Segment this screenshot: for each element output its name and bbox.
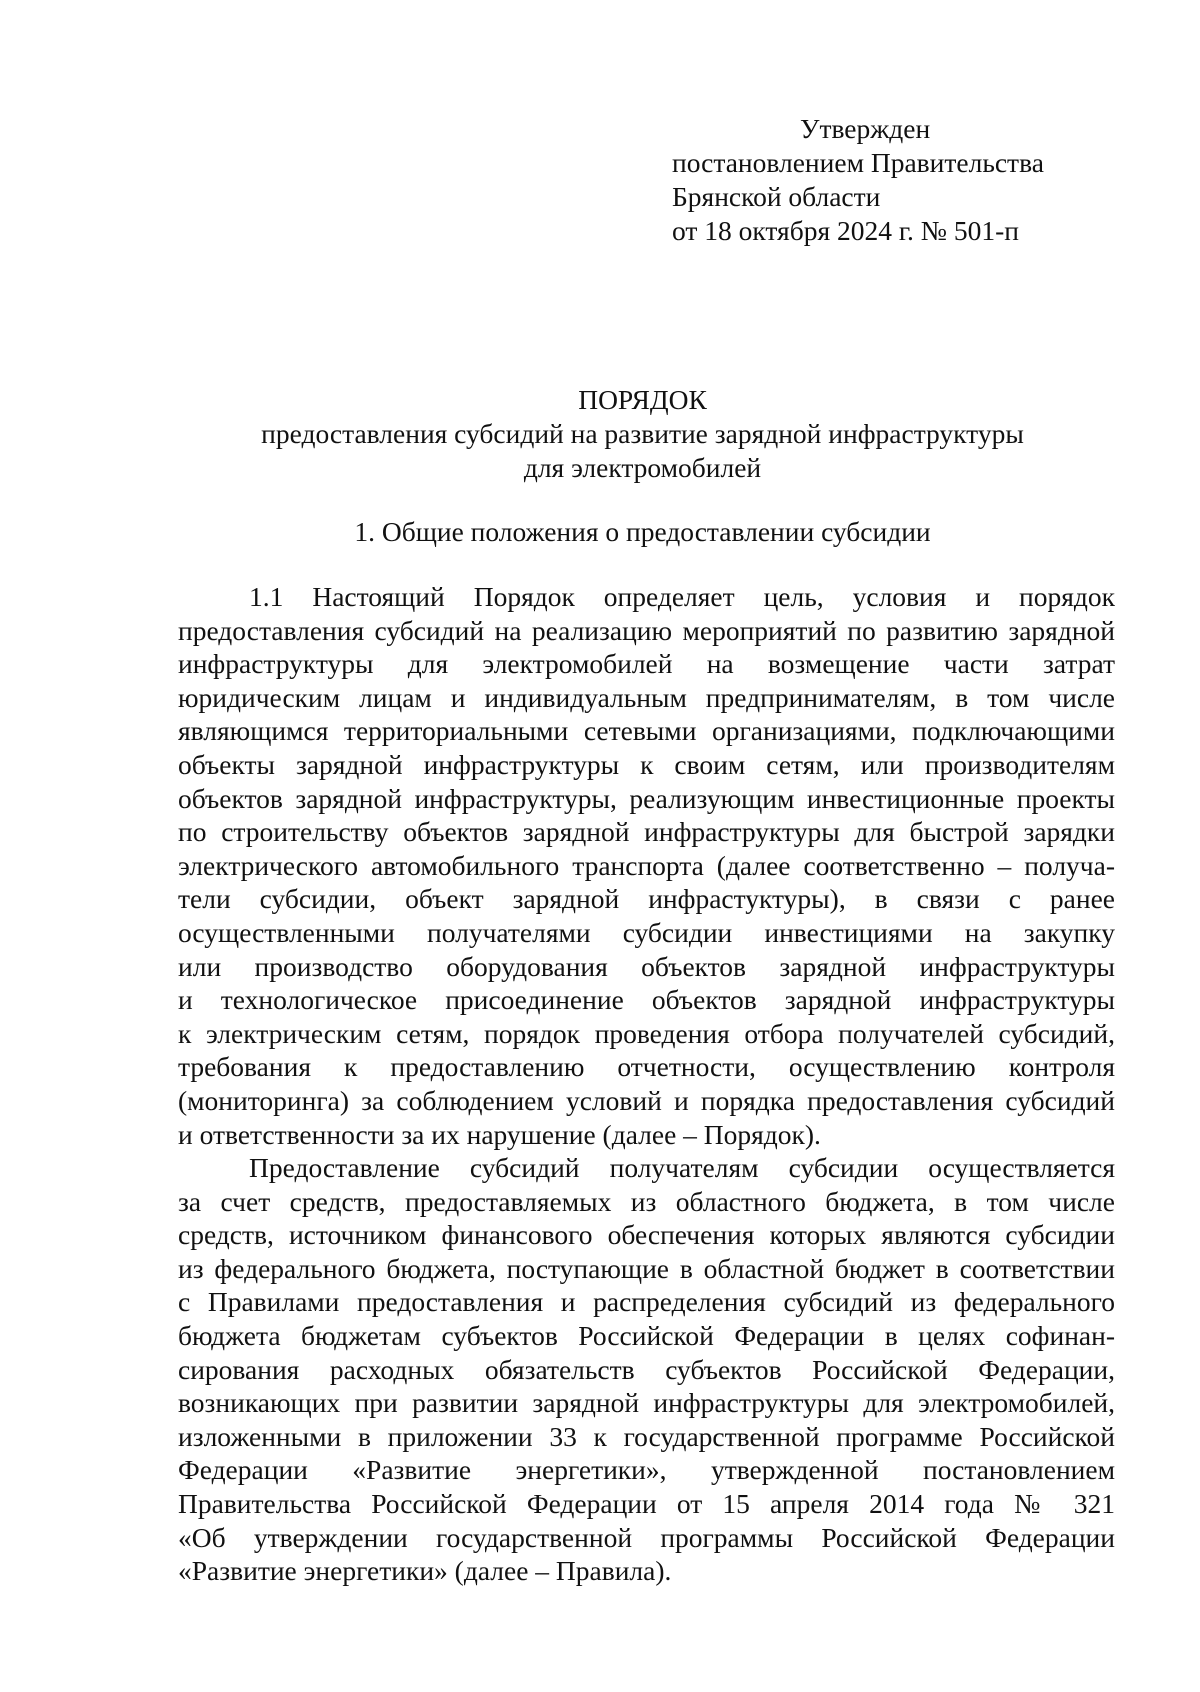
paragraph-1 [178, 580, 1115, 1151]
text-line: тели субсидии, объект зарядной инфрастуктуры), в связи с ранее [178, 883, 1115, 915]
text-line: электрического автомобильного транспорта (далее соответственно – получа- [178, 849, 1115, 881]
text-line: требования к предоставлению отчетности, осуществлению контроля [178, 1051, 1115, 1083]
text-line: объекты зарядной инфраструктуры к своим сетям, или производителям [178, 748, 1115, 780]
text-line: Федерации «Развитие энергетики», утвержденной постановлением [178, 1454, 1115, 1486]
text-line: по строительству объектов зарядной инфраструктуры для быстрой зарядки [178, 816, 1115, 848]
text-line: за счет средств, предоставляемых из областного бюджета, в том числе [178, 1185, 1115, 1217]
text-line: юридическим лицам и индивидуальным предпринимателям, в том числе [178, 681, 1115, 713]
text-line: к электрическим сетям, порядок проведения отбора получателей субсидий, [178, 1017, 1115, 1049]
text-line: Правительства Российской Федерации от 15 апреля 2014 года № 321 [178, 1488, 1115, 1520]
text-line: предоставления субсидий на реализацию мероприятий по развитию зарядной [178, 614, 1115, 646]
approval-stamp [672, 112, 1044, 248]
text-line: являющимся территориальными сетевыми организациями, подключающими [178, 715, 1115, 747]
text-line: «Развитие энергетики» (далее – Правила). [178, 1555, 672, 1587]
approval-line: Утвержден [800, 113, 931, 144]
text-line: с Правилами предоставления и распределения субсидий из федерального [178, 1286, 1115, 1318]
text-line: или производство оборудования объектов зарядной инфраструктуры [178, 950, 1115, 982]
text-line: объектов зарядной инфраструктуры, реализующим инвестиционные проекты [178, 782, 1115, 814]
text-line: Предоставление субсидий получателям субсидии осуществляется [249, 1152, 1115, 1184]
text-line: изложенными в приложении 33 к государственной программе Российской [178, 1420, 1115, 1452]
title-subtitle-line: для электромобилей [523, 452, 762, 483]
text-line: и ответственности за их нарушение (далее – Порядок). [178, 1118, 821, 1150]
approval-line: от 18 октября 2024 г. № 501-п [672, 215, 1020, 246]
title-main: ПОРЯДОК [578, 384, 707, 415]
paragraph-2 [178, 1151, 1115, 1588]
text-line: (мониторинга) за соблюдением условий и порядка предоставления субсидий [178, 1084, 1115, 1116]
approval-line: постановлением Правительства [672, 147, 1044, 178]
text-line: из федерального бюджета, поступающие в областной бюджет в соответствии [178, 1252, 1115, 1284]
text-line: средств, источником финансового обеспечения которых являются субсидии [178, 1219, 1115, 1251]
text-line: осуществленными получателями субсидии инвестициями на закупку [178, 916, 1115, 948]
title-subtitle-line: предоставления субсидий на развитие зарядной инфраструктуры [261, 418, 1024, 449]
text-line: бюджета бюджетам субъектов Российской Федерации в целях софинан- [178, 1320, 1115, 1352]
section-heading: 1. Общие положения о предоставлении субсидии [354, 516, 931, 547]
document-title [170, 383, 1115, 485]
text-line: «Об утверждении государственной программы Российской Федерации [178, 1521, 1115, 1553]
document-body [178, 580, 1115, 1588]
text-line: сирования расходных обязательств субъектов Российской Федерации, [178, 1353, 1115, 1385]
text-line: и технологическое присоединение объектов зарядной инфраструктуры [178, 984, 1115, 1016]
text-line: инфраструктуры для электромобилей на возмещение части затрат [178, 648, 1115, 680]
approval-line: Брянской области [672, 181, 881, 212]
text-line: возникающих при развитии зарядной инфраструктуры для электромобилей, [178, 1387, 1115, 1419]
text-line: 1.1 Настоящий Порядок определяет цель, условия и порядок [249, 581, 1115, 612]
